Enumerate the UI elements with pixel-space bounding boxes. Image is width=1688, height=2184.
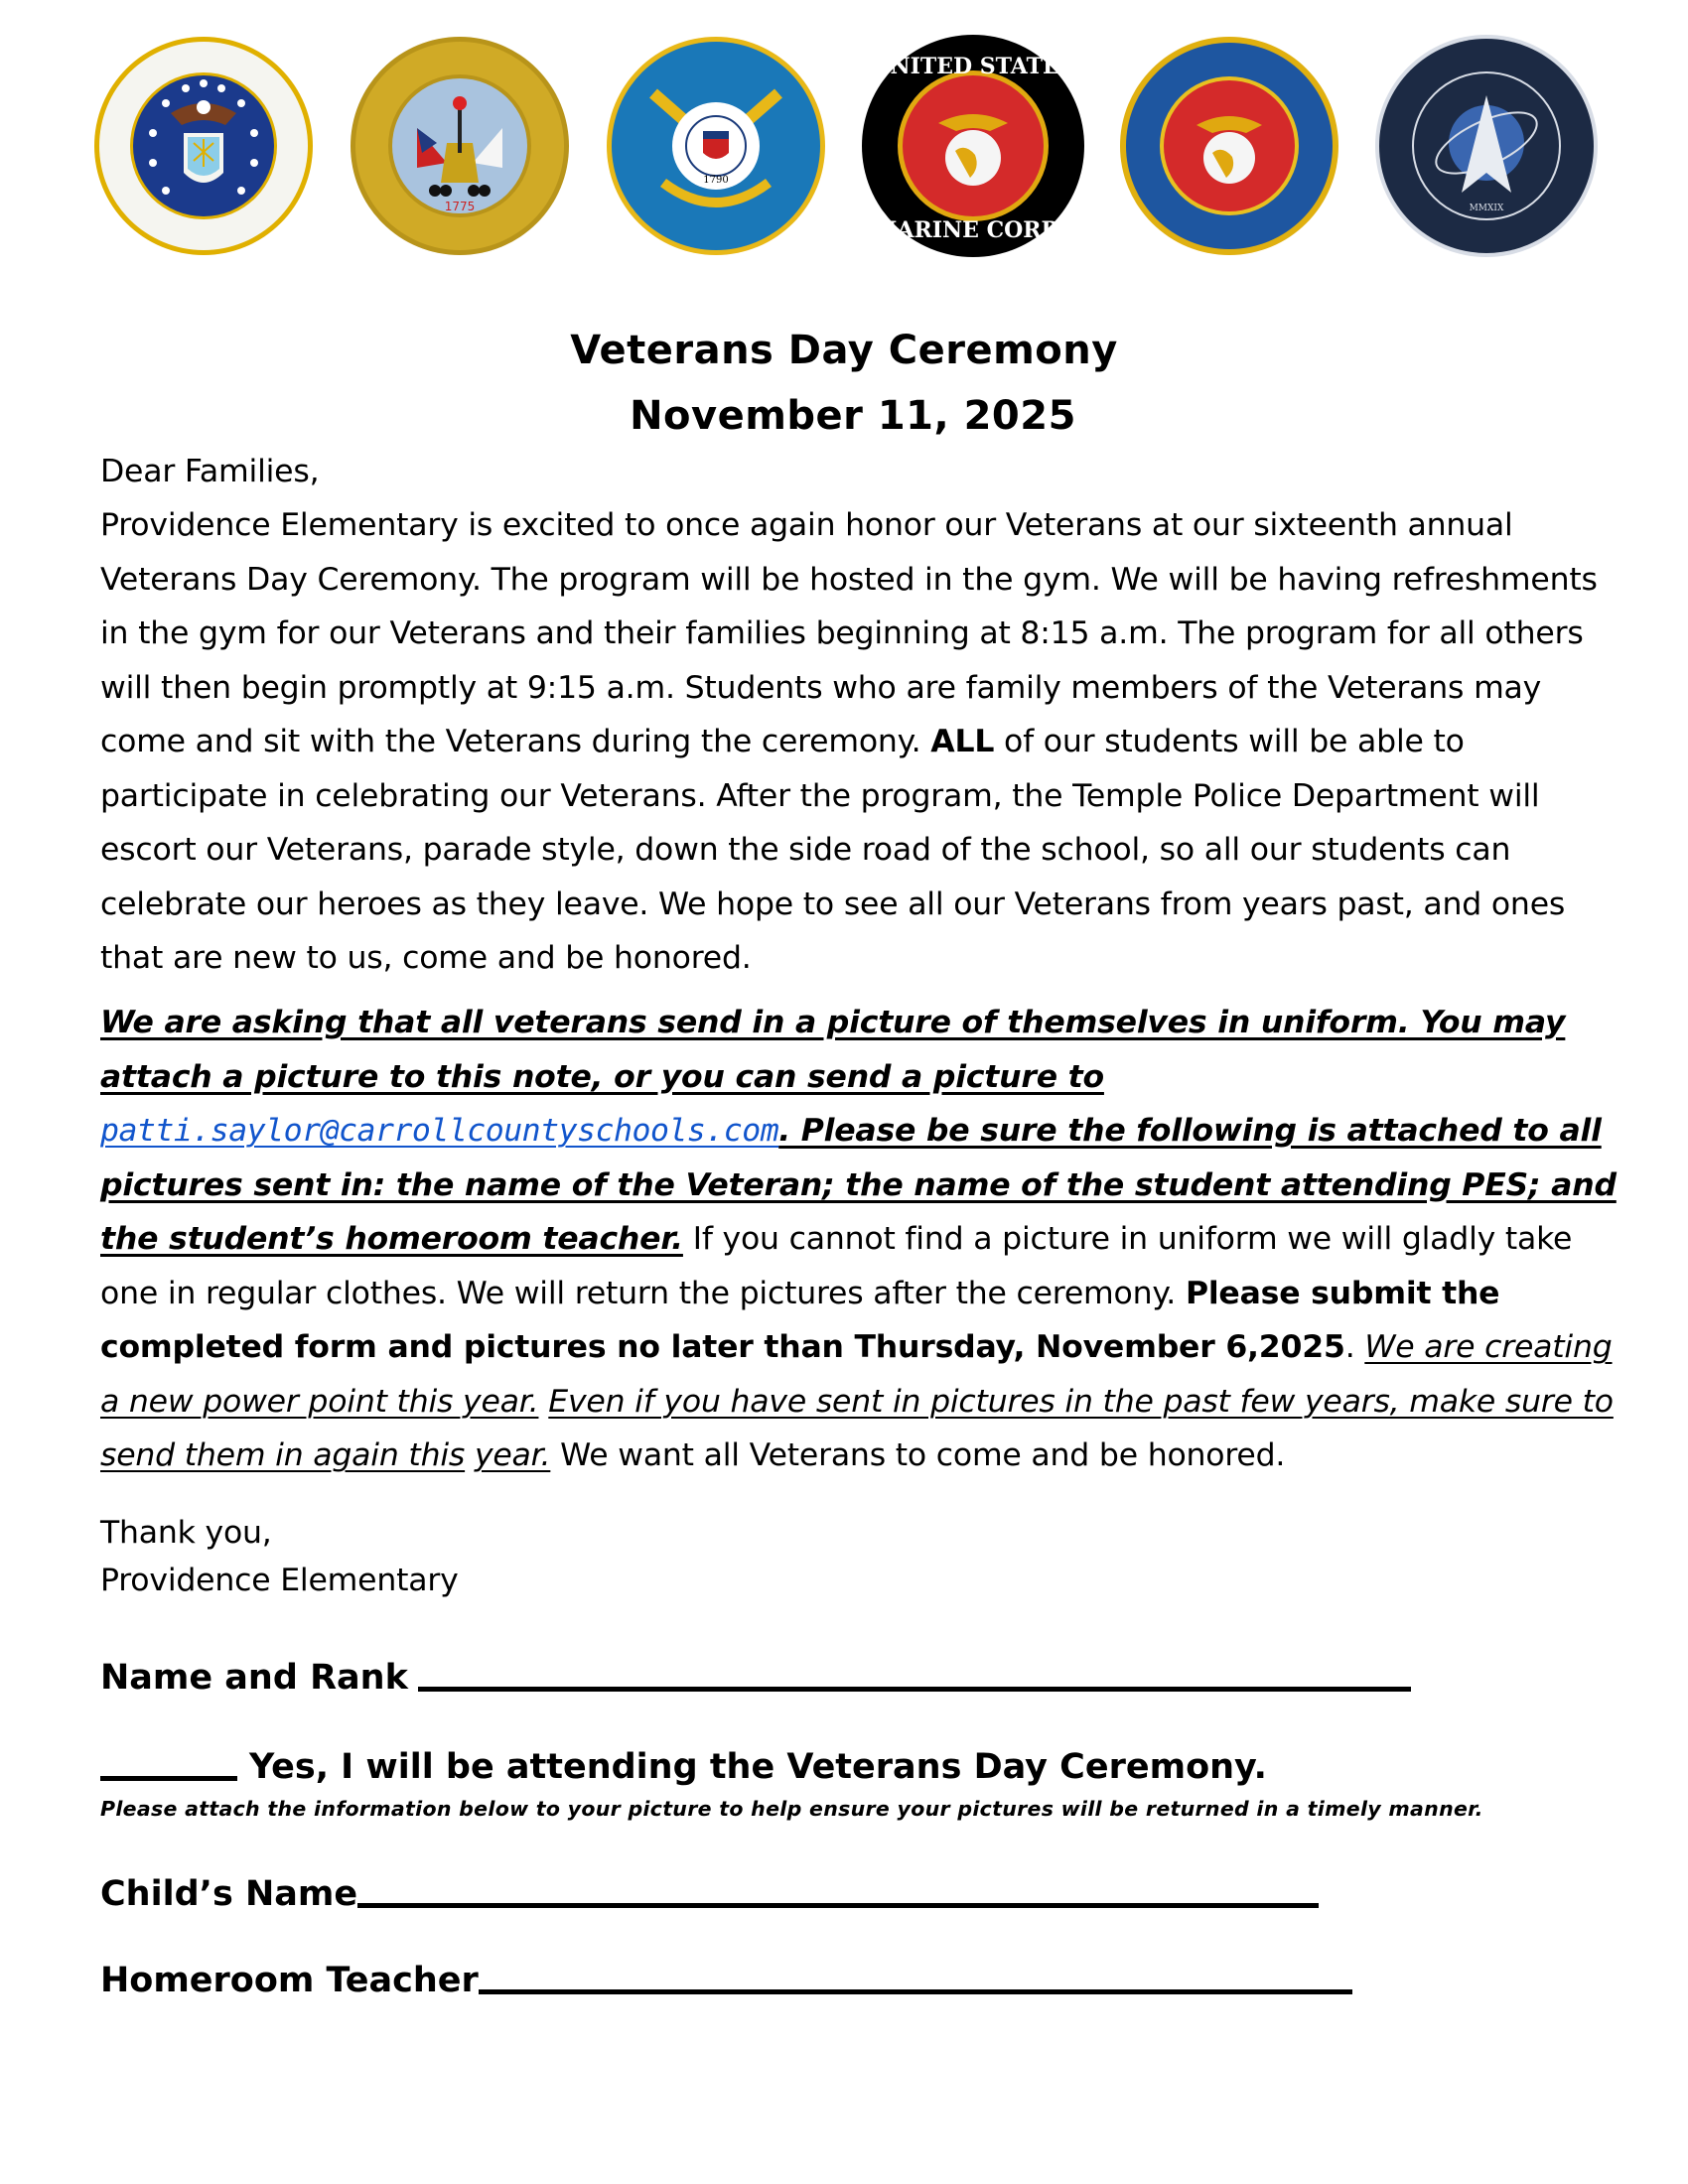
army-seal-icon [348, 34, 572, 258]
name-rank-label: Name and Rank [100, 1658, 408, 1698]
signoff-thanks: Thank you, [100, 1515, 272, 1551]
space-force-seal-icon [1374, 34, 1599, 258]
intro-text-2: of our students will be able to participate in celebrating our Veterans. After the program, the Temple Police Department will escort our Veterans, parade style, down the side road of the school, so all our students can celebrate our heroes as they leave. We hope to see all our Veterans from years past, and ones that are new to us, come and be honored. [100, 724, 1566, 976]
greeting: Dear Families, [100, 454, 320, 489]
resend-note: Even if you have sent in pictures in the past few years, make sure to send them in again this [100, 1383, 1614, 1473]
svg-text:MARINE CORPS: MARINE CORPS [873, 217, 1073, 243]
signoff-school: Providence Elementary [100, 1563, 459, 1598]
event-date: November 11, 2025 [630, 393, 1076, 439]
child-name-label: Child’s Name [100, 1874, 358, 1914]
deadline-period: . [1344, 1329, 1365, 1365]
svg-text:MMXIX: MMXIX [1469, 204, 1504, 213]
closing-invite: We want all Veterans to come and be honored. [550, 1437, 1286, 1473]
military-seals-row [91, 34, 1601, 268]
attendance-checkbox-blank[interactable] [100, 1776, 237, 1781]
homeroom-teacher-label: Homeroom Teacher [100, 1961, 479, 2000]
resend-note-year: year. [474, 1437, 551, 1473]
email-link[interactable]: patti.saylor@carrollcountyschools.com [100, 1113, 779, 1149]
svg-text:UNITED STATES: UNITED STATES [871, 54, 1075, 79]
emphasis-all: ALL [930, 724, 995, 759]
air-force-seal-icon [91, 34, 316, 258]
child-name-blank[interactable] [357, 1899, 1319, 1908]
coast-guard-seal-icon [604, 34, 828, 258]
signoff [100, 1509, 1619, 1604]
submission-deadline: Please submit the completed form and pictures no later than Thursday, November 6,2025 [100, 1275, 1500, 1365]
homeroom-teacher-field [100, 1961, 1352, 2000]
photo-note-text: If you cannot find a picture in uniform we will gladly take one in regular clothes. We will return the pictures after the ceremony. [100, 1221, 1573, 1311]
attendance-field [100, 1747, 1267, 1787]
photo-request-emphasis: We are asking that all veterans send in a picture of themselves in uniform. You may attach a picture to this note, or you can send a picture to [100, 1005, 1566, 1095]
name-rank-field [100, 1658, 1411, 1698]
new-powerpoint-note: We are creating a new power point this year. [100, 1329, 1613, 1420]
intro-text-1: Providence Elementary is excited to once again honor our Veterans at our sixteenth annual Veterans Day Ceremony. The program will be hosted in the gym. We will be having refreshments in the gym for our Veterans and their families beginning at 8:15 a.m. The program for all others will then begin promptly at 9:15 a.m. Students who are family members of the Veterans may come and sit with the Veterans during the ceremony. [100, 507, 1598, 759]
marine-corps-seal-icon [861, 34, 1085, 258]
name-rank-blank[interactable] [418, 1683, 1411, 1692]
attachment-requirements: . Please be sure the following is attached to all pictures sent in: the name of the Veteran; the name of the student attending PES; and the student’s homeroom teacher. [100, 1113, 1617, 1257]
child-name-field [100, 1874, 1319, 1914]
svg-text:1775: 1775 [444, 200, 476, 213]
svg-text:1790: 1790 [703, 175, 729, 186]
attendance-label: Yes, I will be attending the Veterans Day Ceremony. [249, 1747, 1267, 1787]
navy-seal-icon [1117, 34, 1341, 258]
attachment-instructions: Please attach the information below to your picture to help ensure your pictures will be returned in a timely manner. [100, 1797, 1483, 1821]
page-title: Veterans Day Ceremony [570, 328, 1118, 373]
photo-request-paragraph [100, 996, 1619, 1483]
intro-paragraph [100, 498, 1619, 986]
homeroom-teacher-blank[interactable] [479, 1985, 1352, 1994]
